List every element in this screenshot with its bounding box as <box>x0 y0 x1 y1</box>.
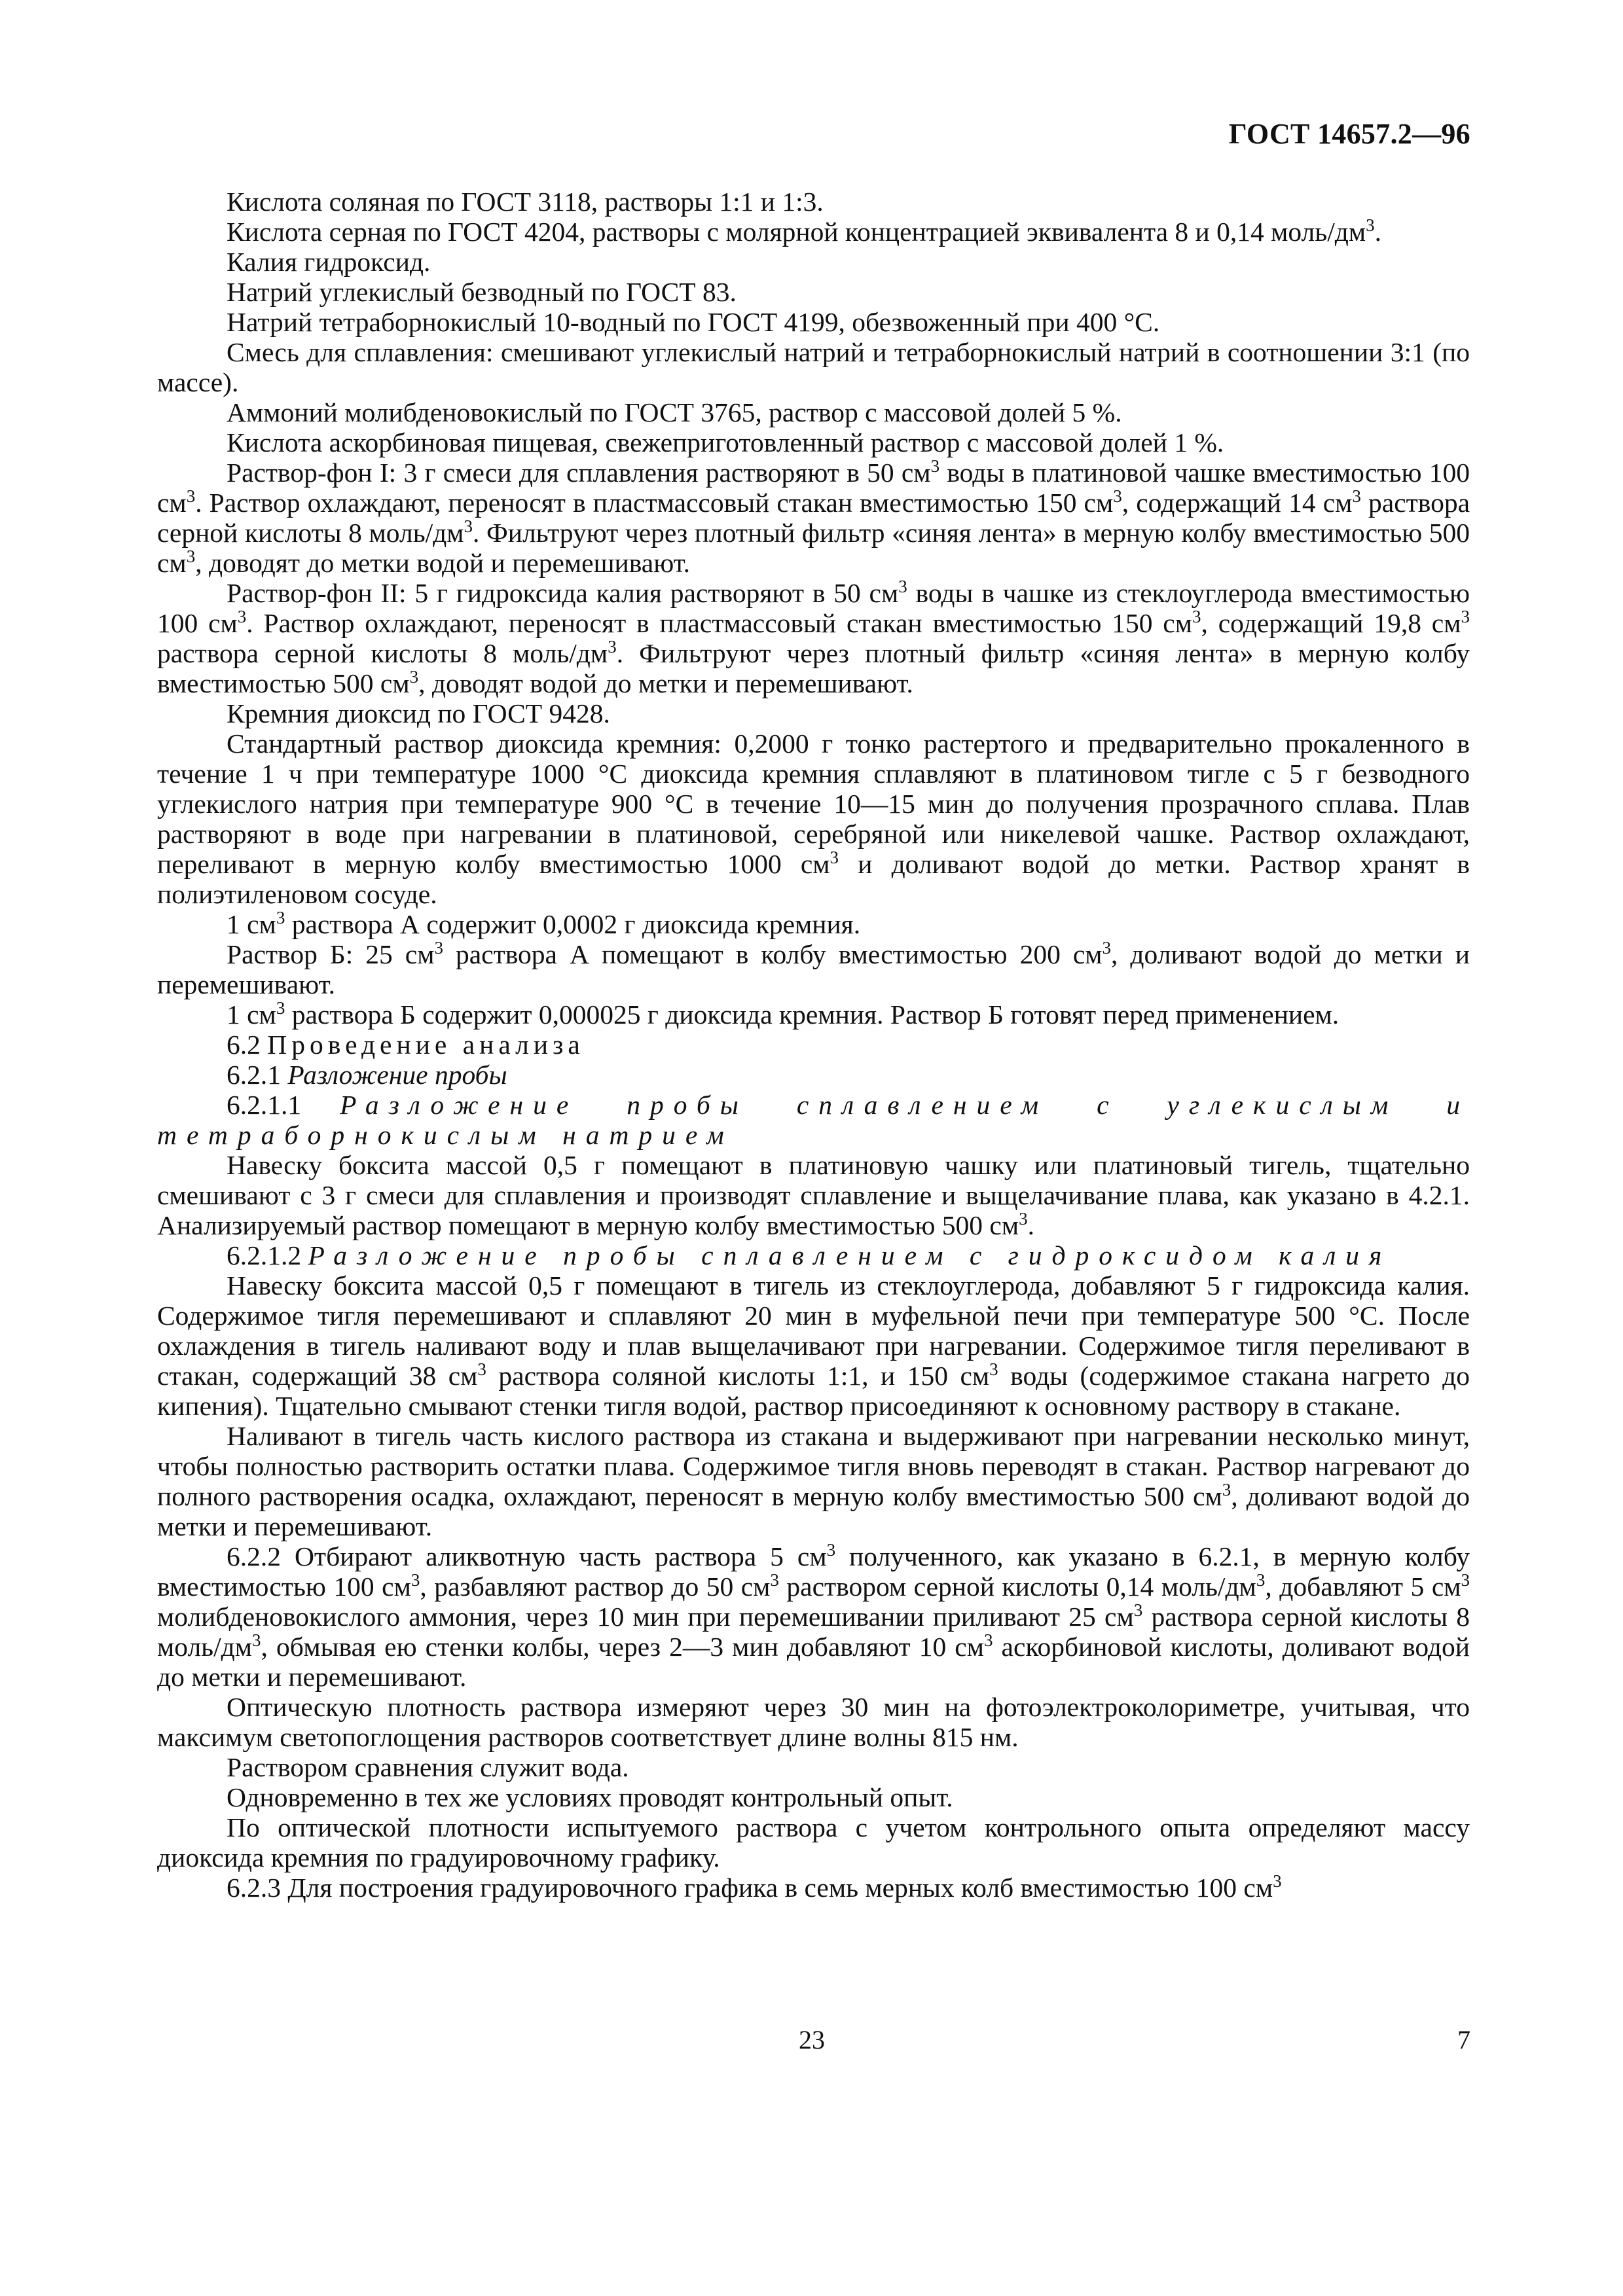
body-paragraph <box>157 1150 1470 1240</box>
superscript: 3 <box>1366 215 1375 235</box>
text-run: , разбавляют раствор до 50 см <box>420 1571 771 1602</box>
superscript: 3 <box>826 1540 836 1560</box>
text-run: Раствор-фон I: 3 г смеси для сплавления растворяют в 50 см <box>227 457 931 488</box>
body-paragraph <box>157 939 1470 999</box>
superscript: 3 <box>434 938 443 958</box>
superscript: 3 <box>477 1359 486 1379</box>
text-run: Наливают в тигель часть кислого раствора из стакана и выдерживают при нагревании несколько минут, чтобы полностью растворить остатки плава. Содержимое тигля вновь переводят в стакан. Раствор нагревают до полного растворения осадка, охлаждают, переносят в мерную колбу вместимостью 500 см <box>157 1421 1470 1511</box>
text-run: Кремния диоксид по ГОСТ 9428. <box>227 698 610 728</box>
text-run: , доводят водой до метки и перемешивают. <box>418 668 913 698</box>
body-paragraph <box>157 187 1470 217</box>
text-run: . <box>1027 1210 1034 1240</box>
body-paragraph <box>157 1752 1470 1782</box>
body-paragraph <box>157 457 1470 578</box>
superscript: 3 <box>830 848 839 867</box>
superscript: 3 <box>1019 1209 1028 1229</box>
superscript: 3 <box>1192 607 1201 626</box>
page-number-center: 23 <box>799 2025 825 2054</box>
heading-title: Проведение анализа <box>267 1030 585 1060</box>
superscript: 3 <box>930 456 940 476</box>
superscript: 3 <box>1256 1570 1266 1590</box>
body-paragraph <box>157 337 1470 397</box>
text-run: раствора А содержит 0,0002 г диоксида кремния. <box>285 909 861 939</box>
text-run: , доводят до метки водой и перемешивают. <box>195 548 691 578</box>
body-paragraph <box>157 909 1470 939</box>
standard-header: ГОСТ 14657.2—96 <box>1228 118 1470 150</box>
text-run: раствора Б содержит 0,000025 г диоксида кремния. Раствор Б готовят перед применением. <box>285 999 1340 1030</box>
text-run: , доливают водой до метки и перемешивают. <box>157 939 1470 999</box>
text-run: 6.2.1.1 <box>227 1090 340 1120</box>
body-paragraph <box>157 578 1470 698</box>
text-run: Навеску боксита массой 0,5 г помещают в платиновую чашку или платиновый тигель, тщательно смешивают с 3 г смеси для сплавления и производят сплавление и выщелачивание плава, как указано в 4.2.1. Анализируемый раствор помещают в мерную колбу вместимостью 500 см <box>157 1150 1470 1240</box>
text-run: Натрий тетраборнокислый 10-водный по ГОСТ 4199, обезвоженный при 400 °С. <box>227 307 1160 337</box>
superscript: 3 <box>1352 486 1361 506</box>
body-paragraph <box>157 1782 1470 1812</box>
body-paragraph <box>157 1812 1470 1873</box>
section-heading <box>157 1060 1470 1090</box>
text-run: 6.2.1.2 <box>227 1240 308 1270</box>
text-run: молибденовокислого аммония, через 10 мин при перемешивании приливают 25 см <box>157 1602 1134 1632</box>
superscript: 3 <box>409 667 419 687</box>
text-run: и доливают водой до метки. Раствор хранят в полиэтиленовом сосуде. <box>157 849 1470 909</box>
body-paragraph <box>157 1692 1470 1752</box>
superscript: 3 <box>276 908 285 927</box>
superscript: 3 <box>410 1570 420 1590</box>
body-paragraph <box>157 217 1470 247</box>
text-run: полученного, как указано в 6.2.1, в мерную колбу вместимостью 100 см <box>157 1541 1470 1602</box>
text-run: воды (содержимое стакана нагрето до кипения). Тщательно смывают стенки тигля водой, раствор присоединяют к основному раствору в стакане. <box>157 1361 1470 1421</box>
text-run: Калия гидроксид. <box>227 247 431 277</box>
text-run: Натрий углекислый безводный по ГОСТ 83. <box>227 277 737 307</box>
superscript: 3 <box>1133 1600 1143 1620</box>
superscript: 3 <box>984 1630 993 1650</box>
text-run: , добавляют 5 см <box>1265 1571 1461 1602</box>
text-run: , доливают водой до метки и перемешивают. <box>157 1481 1470 1541</box>
body-paragraph <box>157 427 1470 457</box>
text-run: . Раствор охлаждают, переносят в пластмассовый стакан вместимостью 150 см <box>246 608 1192 638</box>
heading-title: Разложение пробы <box>287 1060 507 1090</box>
text-run: Кислота соляная по ГОСТ 3118, растворы 1:1 и 1:3. <box>227 187 824 217</box>
text-run: Оптическую плотность раствора измеряют через 30 мин на фотоэлектроколориметре, учитывая, что максимум светопоглощения растворов соответствует длине волны 815 нм. <box>157 1692 1470 1752</box>
superscript: 3 <box>1461 607 1470 626</box>
body-paragraph <box>157 698 1470 728</box>
text-run: 1 см <box>227 999 276 1030</box>
text-run: , содержащий 14 см <box>1122 488 1353 518</box>
superscript: 3 <box>898 577 907 596</box>
text-run: раствора А помещают в колбу вместимостью 200 см <box>443 939 1103 969</box>
body-paragraph <box>157 397 1470 427</box>
text-run: раствора серной кислоты 8 моль/дм <box>157 488 1470 548</box>
text-run: 6.2.3 Для построения градуировочного графика в семь мерных колб вместимостью 100 см <box>227 1873 1273 1903</box>
superscript: 3 <box>1102 938 1112 958</box>
text-run: Смесь для сплавления: смешивают углекислый натрий и тетраборнокислый натрий в соотношении 3:1 (по массе). <box>157 337 1470 397</box>
superscript: 3 <box>608 637 617 656</box>
superscript: 3 <box>1461 1570 1470 1590</box>
text-run: . Раствор охлаждают, переносят в пластмассовый стакан вместимостью 150 см <box>195 488 1114 518</box>
text-run: 1 см <box>227 909 276 939</box>
text-run: Одновременно в тех же условиях проводят контрольный опыт. <box>227 1782 953 1812</box>
text-run: Аммоний молибденовокислый по ГОСТ 3765, раствор с массовой долей 5 %. <box>227 397 1122 427</box>
body-paragraph <box>157 277 1470 307</box>
text-run: Раствором сравнения служит вода. <box>227 1752 629 1782</box>
superscript: 3 <box>989 1359 998 1379</box>
superscript: 3 <box>464 516 473 536</box>
superscript: 3 <box>770 1570 779 1590</box>
superscript: 3 <box>252 1630 261 1650</box>
superscript: 3 <box>1273 1871 1282 1891</box>
section-heading <box>157 1090 1470 1150</box>
text-run: аскорбиновой кислоты, доливают водой до метки и перемешивают. <box>157 1632 1470 1692</box>
superscript: 3 <box>237 607 247 626</box>
text-run: 6.2.2 Отбирают аликвотную часть раствора 5 см <box>227 1541 827 1571</box>
body-paragraph <box>157 247 1470 277</box>
text-run: раствором серной кислоты 0,14 моль/дм <box>778 1571 1256 1602</box>
superscript: 3 <box>276 998 285 1018</box>
superscript: 3 <box>186 547 196 566</box>
superscript: 3 <box>186 486 196 506</box>
text-run: . <box>1374 217 1381 247</box>
text-run: , обмывая ею стенки колбы, через 2—3 мин добавляют 10 см <box>261 1632 984 1662</box>
body-text <box>157 187 1470 1903</box>
section-heading <box>157 1240 1470 1270</box>
heading-title: Разложение пробы сплавлением с углекислым и тетраборнокислым натрием <box>157 1090 1470 1150</box>
body-paragraph <box>157 1873 1470 1903</box>
text-run: Кислота аскорбиновая пищевая, свежеприготовленный раствор с массовой долей 1 %. <box>227 427 1224 457</box>
text-run: Кислота серная по ГОСТ 4204, растворы с молярной концентрацией эквивалента 8 и 0,14 моль/дм <box>227 217 1366 247</box>
body-paragraph <box>157 999 1470 1030</box>
section-heading <box>157 1030 1470 1060</box>
text-run: По оптической плотности испытуемого раствора с учетом контрольного опыта определяют массу диоксида кремния по градуировочному графику. <box>157 1812 1470 1873</box>
text-run: , содержащий 19,8 см <box>1201 608 1461 638</box>
body-paragraph <box>157 1541 1470 1692</box>
text-run: Раствор-фон II: 5 г гидроксида калия растворяют в 50 см <box>227 578 899 608</box>
body-paragraph <box>157 728 1470 909</box>
text-run: 6.2.1 <box>227 1060 288 1090</box>
text-run: раствора соляной кислоты 1:1, и 150 см <box>486 1361 990 1391</box>
page-number-right: 7 <box>1457 2025 1470 2054</box>
text-run: раствора серной кислоты 8 моль/дм <box>157 1602 1470 1662</box>
text-run: . Фильтруют через плотный фильтр «синяя лента» в мерную колбу вместимостью 500 см <box>157 518 1470 578</box>
text-run: . Фильтруют через плотный фильтр «синяя лента» в мерную колбу вместимостью 500 см <box>157 638 1470 698</box>
text-run: Раствор Б: 25 см <box>227 939 435 969</box>
body-paragraph <box>157 1421 1470 1541</box>
body-paragraph <box>157 1270 1470 1421</box>
heading-title: Разложение пробы сплавлением с гидроксидом калия <box>308 1240 1392 1270</box>
superscript: 3 <box>1113 486 1122 506</box>
text-run: Навеску боксита массой 0,5 г помещают в тигель из стеклоуглерода, добавляют 5 г гидроксида калия. Содержимое тигля перемешивают и сплавляют 20 мин в муфельной печи при температуре 500 °С. После охлаждения в тигель наливают воду и плав выщелачивают при нагревании. Содержимое тигля переливают в стакан, содержащий 38 см <box>157 1270 1470 1391</box>
text-run: раствора серной кислоты 8 моль/дм <box>157 638 608 668</box>
body-paragraph <box>157 307 1470 337</box>
text-run: воды в платиновой чашке вместимостью 100 см <box>157 457 1470 518</box>
text-run: Стандартный раствор диоксида кремния: 0,2000 г тонко растертого и предварительно прокаленного в течение 1 ч при температуре 1000 °С диоксида кремния сплавляют в платиновом тигле с 5 г безводного углекислого натрия при температуре 900 °С в течение 10—15 мин до получения прозрачного сплава. Плав растворяют в воде при нагревании в платиновой, серебряной или никелевой чашке. Раствор охлаждают, переливают в мерную колбу вместимостью 1000 см <box>157 728 1470 879</box>
text-run: 6.2 <box>227 1030 268 1060</box>
text-run: воды в чашке из стеклоуглерода вместимостью 100 см <box>157 578 1470 638</box>
superscript: 3 <box>1222 1480 1231 1499</box>
